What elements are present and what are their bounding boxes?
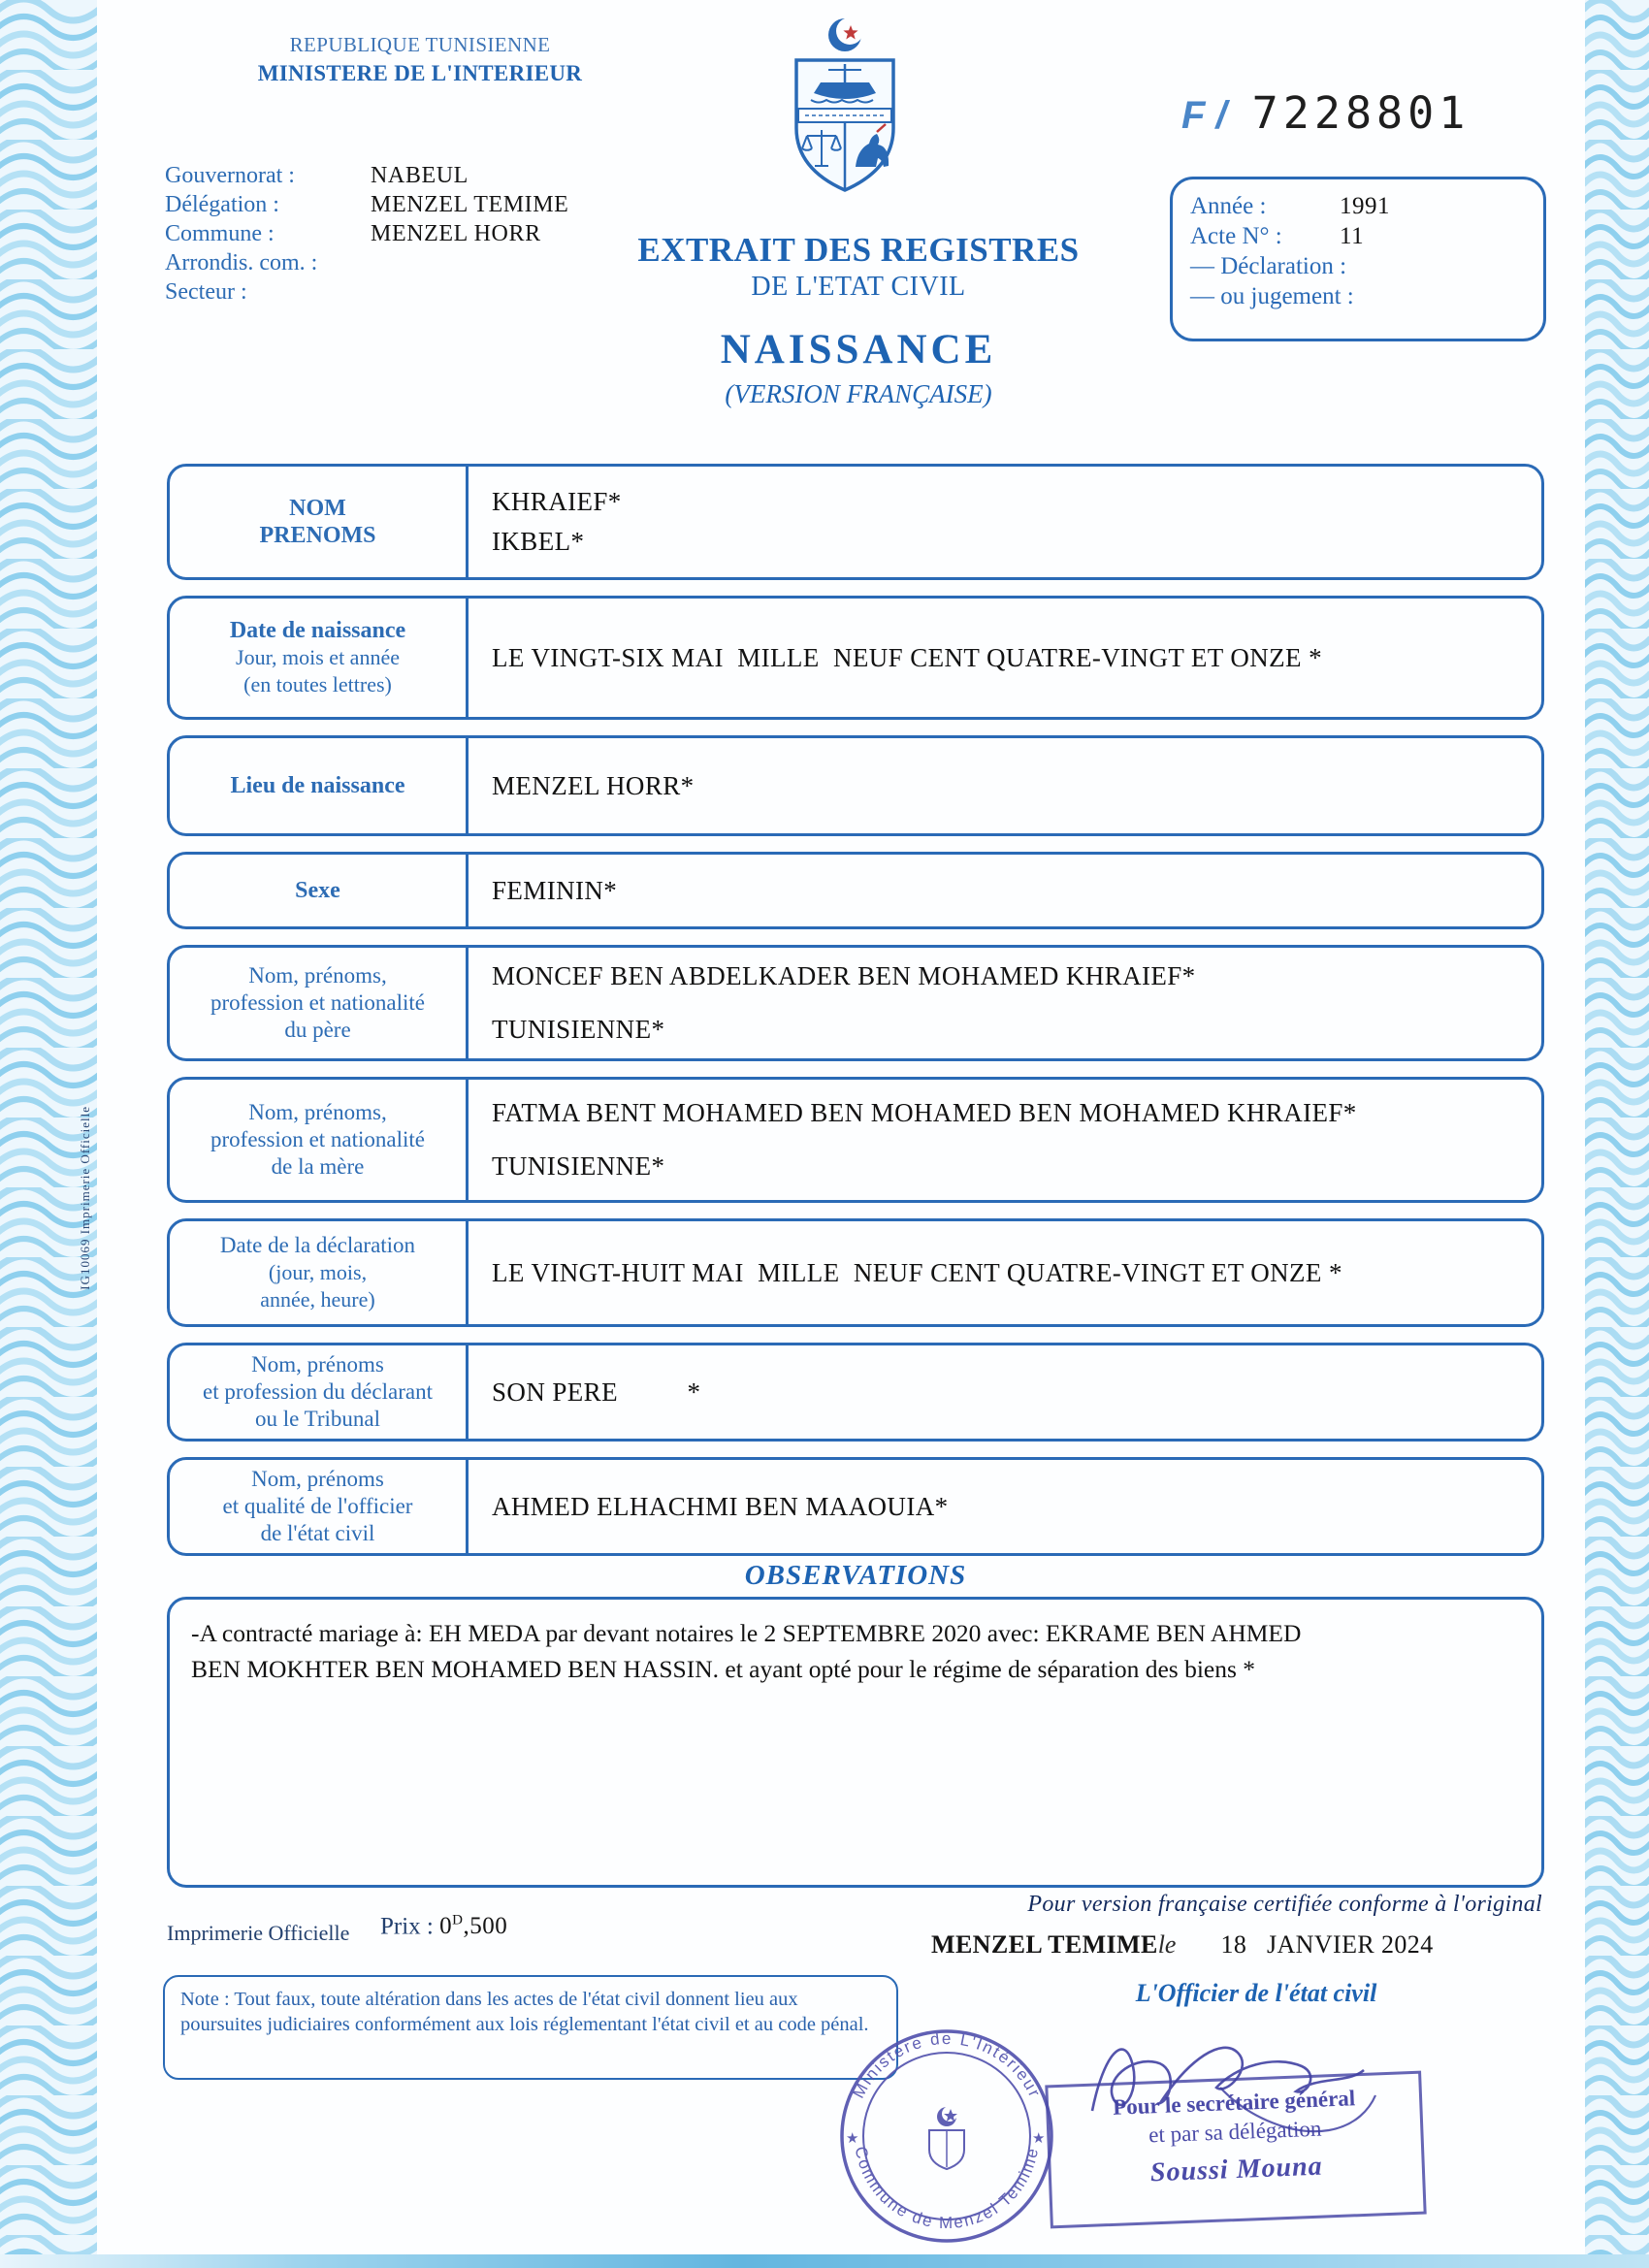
field-label: [170, 855, 469, 926]
legal-note-box: [163, 1975, 898, 2080]
field-label-line: du père: [284, 1018, 351, 1042]
delegation-label: Délégation :: [165, 192, 279, 217]
field-label: [170, 467, 469, 577]
delegation-stamp-signatory-name: Soussi Mouna: [1149, 2151, 1324, 2188]
annee-row: [1190, 191, 1526, 221]
title-extrait: EXTRAIT DES REGISTRES: [637, 231, 1080, 269]
place-value: MENZEL TEMIME: [931, 1930, 1158, 1959]
gouvernorat-label: Gouvernorat :: [165, 163, 295, 188]
round-stamp-bottom-text: Commune de Menzel Temime: [851, 2145, 1043, 2233]
observations-line: -A contracté mariage à: EH MEDA par devant notaires le 2 SEPTEMBRE 2020 avec: EKRAME BEN AHMED: [191, 1619, 1302, 1647]
field-row-lieu-naissance: [167, 735, 1544, 836]
field-value-line: MENZEL HORR*: [492, 770, 695, 800]
date-value: 18 JANVIER 2024: [1220, 1930, 1434, 1959]
observations-line: BEN MOKHTER BEN MOHAMED BEN HASSIN. et ayant opté pour le régime de séparation des biens *: [191, 1655, 1256, 1683]
field-value: [469, 855, 1541, 926]
ministry-header: [241, 33, 599, 86]
observations-box: [167, 1597, 1544, 1888]
field-value-line: TUNISIENNE*: [492, 1015, 665, 1044]
field-label-line: année, heure): [260, 1287, 375, 1312]
price: [380, 1913, 507, 1940]
le-label: le: [1157, 1930, 1177, 1959]
acte-number-row: [1190, 221, 1526, 251]
field-label: [170, 599, 469, 717]
field-value: [469, 1460, 1541, 1553]
delegation-stamp-line2: et par sa délégation: [1148, 2116, 1322, 2148]
fields-table: [167, 464, 1544, 1571]
field-label-line: Date de la déclaration: [219, 1233, 416, 1257]
field-label: [170, 1460, 469, 1553]
observations-title: OBSERVATIONS: [744, 1560, 967, 1591]
field-value-line: KHRAIEF*: [492, 487, 622, 516]
declaration-label: — Déclaration :: [1190, 253, 1347, 279]
field-label-line: profession et nationalité: [210, 990, 425, 1015]
field-label: [170, 1345, 469, 1439]
field-label-line: NOM: [289, 496, 346, 521]
field-row-nom-prenoms: [167, 464, 1544, 580]
annee-label: Année :: [1190, 193, 1267, 219]
acte-number-label: Acte N° :: [1190, 223, 1282, 249]
field-label: [170, 1080, 469, 1200]
field-value-line: TUNISIENNE*: [492, 1151, 665, 1181]
ministry-line: MINISTERE DE L'INTERIEUR: [257, 61, 583, 85]
field-label: [170, 1221, 469, 1324]
document-title: [529, 231, 1188, 409]
field-label-line: PRENOMS: [259, 523, 376, 548]
field-value-line: FEMININ*: [492, 875, 618, 905]
field-row-date-declaration: [167, 1218, 1544, 1327]
field-value-line: LE VINGT-SIX MAI MILLE NEUF CENT QUATRE-VINGT ET ONZE *: [492, 642, 1322, 672]
acte-box: [1170, 177, 1546, 341]
field-row-declarant: [167, 1343, 1544, 1442]
field-label-line: Nom, prénoms: [251, 1467, 384, 1491]
field-label-line: (jour, mois,: [268, 1260, 368, 1284]
field-row-date-naissance: [167, 596, 1544, 720]
certification-line: Pour version française certifiée conforme à l'original: [1027, 1892, 1542, 1917]
title-etat-civil: DE L'ETAT CIVIL: [751, 272, 966, 302]
republic-line: REPUBLIQUE TUNISIENNE: [289, 33, 551, 56]
field-label-line: Jour, mois et année: [236, 645, 400, 669]
field-value: [469, 599, 1541, 717]
field-value: [469, 1080, 1541, 1200]
field-label-line: Date de naissance: [229, 618, 406, 643]
legal-note-text: Note : Tout faux, toute altération dans les actes de l'état civil donnent lieu aux poursuites judiciaires conformément aux lois réglementant l'état civil et au code pénal.: [180, 1989, 869, 2035]
delegation-value: MENZEL TEMIME: [371, 192, 569, 217]
field-label: [170, 738, 469, 833]
officer-title-line: L'Officier de l'état civil: [1135, 1979, 1377, 2007]
imprimerie-label: Imprimerie Officielle: [167, 1921, 350, 1945]
price-value: [439, 1913, 507, 1939]
field-value-line: SON PERE *: [492, 1377, 701, 1407]
bottom-blue-strip: [0, 2254, 1649, 2268]
secteur-row: [165, 277, 568, 307]
field-label-line: et qualité de l'officier: [222, 1494, 413, 1518]
form-number: [1181, 87, 1470, 139]
price-decimals: ,500: [463, 1913, 508, 1940]
tunisia-coat-of-arms: [772, 10, 918, 200]
field-label-line: Nom, prénoms,: [248, 963, 387, 988]
printer-imprint-code: IG10069 Imprimerie Officielle: [78, 1106, 92, 1290]
field-value: [469, 467, 1541, 577]
form-number-value: 7228801: [1251, 87, 1471, 139]
annee-value: 1991: [1340, 193, 1390, 219]
field-label-line: profession et nationalité: [210, 1127, 425, 1151]
field-label-line: Lieu de naissance: [230, 773, 405, 798]
round-ministry-stamp: [832, 2020, 1061, 2252]
field-value: [469, 1221, 1541, 1324]
title-naissance: NAISSANCE: [720, 327, 997, 373]
field-row-mere: [167, 1077, 1544, 1203]
field-label-line: de l'état civil: [260, 1521, 375, 1545]
secteur-label: Secteur :: [165, 279, 247, 305]
field-label-line: Nom, prénoms: [251, 1352, 384, 1377]
place-date-line: [931, 1930, 1552, 1960]
field-row-officier: [167, 1457, 1544, 1556]
field-value-line: LE VINGT-HUIT MAI MILLE NEUF CENT QUATRE-VINGT ET ONZE *: [492, 1257, 1342, 1287]
commune-value: MENZEL HORR: [371, 221, 541, 246]
stamp-center-emblem: [929, 2106, 964, 2169]
field-label-line: Sexe: [295, 878, 340, 903]
field-value-line: AHMED ELHACHMI BEN MAAOUIA*: [492, 1491, 949, 1521]
round-stamp-top-text: Ministère de L'Intérieur: [849, 2028, 1045, 2102]
field-value: [469, 948, 1541, 1058]
field-value-line: MONCEF BEN ABDELKADER BEN MOHAMED KHRAIEF*: [492, 961, 1196, 990]
field-label-line: Nom, prénoms,: [248, 1100, 387, 1124]
signature: [1075, 1994, 1395, 2169]
field-label-line: (en toutes lettres): [243, 672, 392, 697]
field-value: [469, 738, 1541, 833]
field-label: [170, 948, 469, 1058]
commune-row: [165, 219, 568, 248]
field-value-line: FATMA BENT MOHAMED BEN MOHAMED BEN MOHAMED KHRAIEF*: [492, 1098, 1357, 1127]
field-row-sexe: [167, 852, 1544, 929]
field-label-line: et profession du déclarant: [203, 1379, 433, 1404]
price-label: Prix :: [380, 1913, 434, 1940]
price-integer: 0: [439, 1913, 453, 1940]
field-value-line: IKBEL*: [492, 527, 585, 556]
arrondis-label: Arrondis. com. :: [165, 250, 318, 275]
gouvernorat-value: NABEUL: [371, 163, 469, 188]
acte-number-value: 11: [1340, 223, 1365, 249]
guilloche-right-border: [1585, 0, 1649, 2268]
gouvernorat-row: [165, 161, 568, 190]
delegation-row: [165, 190, 568, 219]
commune-label: Commune :: [165, 221, 275, 246]
field-label-line: ou le Tribunal: [254, 1407, 381, 1431]
location-block: [165, 161, 568, 307]
field-value: [469, 1345, 1541, 1439]
stamp-star-left: ★: [846, 2131, 859, 2147]
field-label-line: de la mère: [271, 1154, 365, 1179]
delegation-stamp-line1: Pour le secrétaire général: [1112, 2086, 1356, 2120]
svg-text:Ministère de L'Intérieur: [849, 2029, 1045, 2101]
stamp-star-right: ★: [1032, 2131, 1046, 2147]
field-row-pere: [167, 945, 1544, 1061]
jugement-label: — ou jugement :: [1190, 283, 1354, 309]
title-version: (VERSION FRANÇAISE): [725, 379, 992, 408]
price-currency-sup: D: [452, 1913, 464, 1928]
arrondis-row: [165, 248, 568, 277]
form-number-prefix: F /: [1181, 94, 1227, 137]
